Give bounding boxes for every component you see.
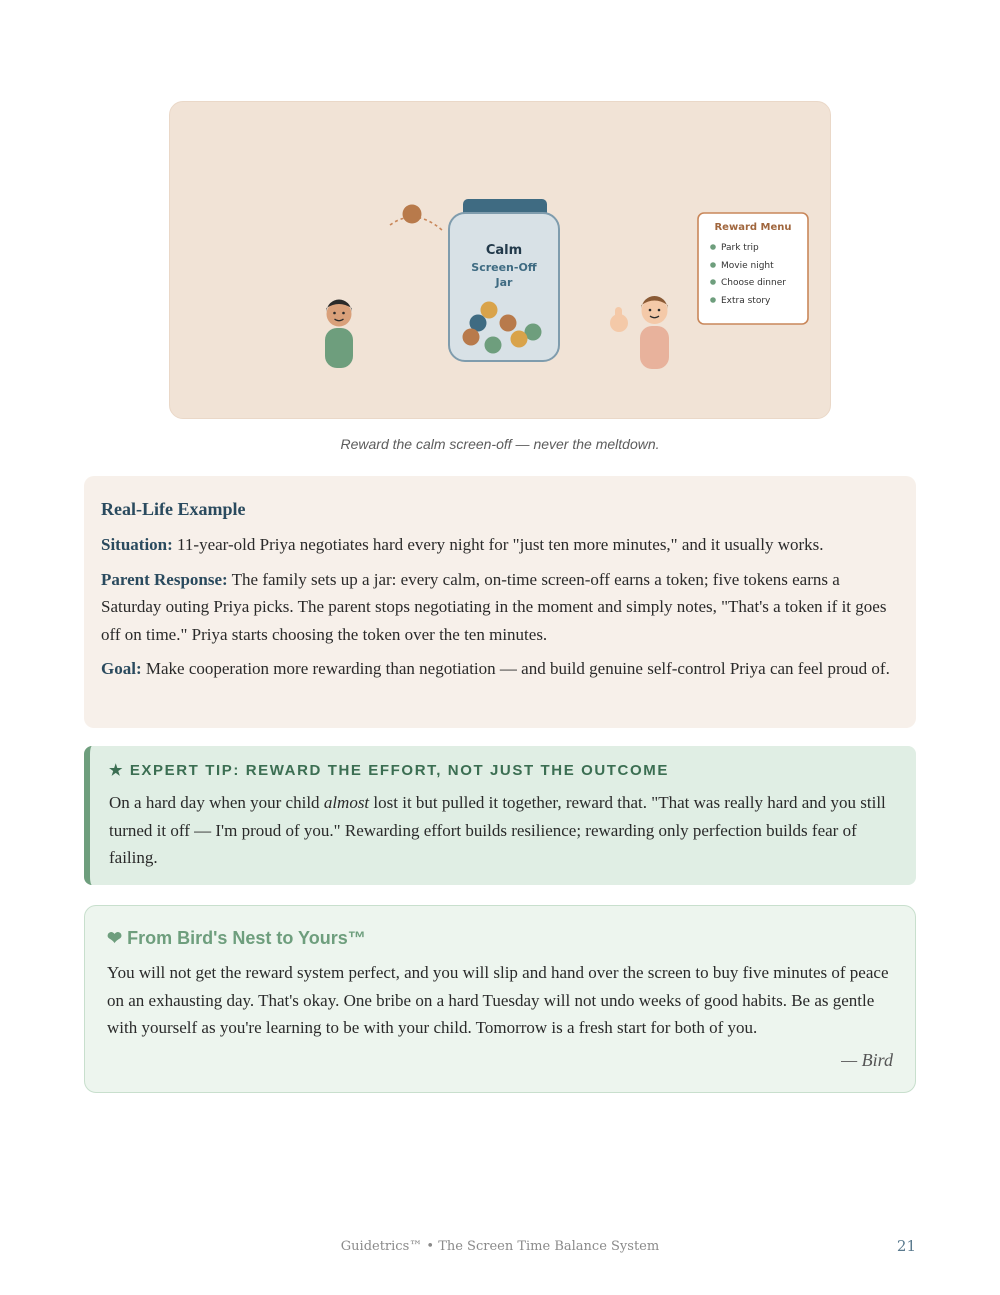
token bbox=[481, 302, 498, 319]
situation-label: Situation: bbox=[101, 535, 173, 554]
birds-nest-box bbox=[84, 905, 916, 1093]
reward-menu-item: Choose dinner bbox=[721, 278, 786, 288]
child-eye bbox=[342, 312, 345, 315]
reward-menu-item: Movie night bbox=[721, 261, 774, 271]
menu-bullet bbox=[710, 244, 716, 250]
goal-text: Make cooperation more rewarding than negotiation — and build genuine self-control Priya can feel proud of. bbox=[141, 659, 890, 678]
example-response bbox=[101, 566, 899, 649]
jar-label-line2: Screen-Off bbox=[471, 261, 537, 274]
example-heading: Real-Life Example bbox=[101, 499, 246, 519]
example-situation bbox=[101, 531, 899, 559]
parent-eye bbox=[658, 309, 661, 312]
birds-nest-text: You will not get the reward system perfect, and you will slip and hand over the screen to buy five minutes of peace on an exhausting day. That's okay. One bribe on a hard Tuesday will not undo weeks of good habits. Be as gentle with yourself as you're learning to be with your child. Tomorrow is a fresh start for both of you. bbox=[107, 963, 889, 1037]
tip-text-emphasis: almost bbox=[323, 793, 370, 812]
child-body bbox=[325, 328, 353, 368]
jar-label-line3: Jar bbox=[495, 276, 513, 289]
reward-jar-illustration bbox=[170, 102, 832, 420]
token bbox=[511, 331, 528, 348]
parent-eye bbox=[649, 309, 652, 312]
goal-label: Goal: bbox=[101, 659, 142, 678]
situation-text: 11-year-old Priya negotiates hard every night for "just ten more minutes," and it usually works. bbox=[172, 535, 824, 554]
page-number: 21 bbox=[896, 1237, 916, 1255]
response-text: The family sets up a jar: every calm, on-time screen-off earns a token; five tokens earns a Saturday outing Priya picks. The parent stops negotiating in the moment and simply notes, "That's a token if it goes off on time." Priya starts choosing the token over the ten minutes. bbox=[101, 569, 887, 644]
token bbox=[463, 329, 480, 346]
reward-menu-item: Extra story bbox=[721, 296, 771, 306]
reward-menu-title: Reward Menu bbox=[714, 222, 792, 233]
birds-nest-signature: — Bird bbox=[841, 1049, 893, 1070]
child-figure bbox=[325, 300, 353, 369]
reward-menu-item: Park trip bbox=[721, 243, 759, 253]
real-life-example-box bbox=[84, 476, 916, 728]
parent-body bbox=[640, 326, 669, 369]
menu-bullet bbox=[710, 279, 716, 285]
menu-bullet bbox=[710, 297, 716, 303]
illustration-panel bbox=[169, 101, 831, 419]
birds-nest-title: ❤ From Bird's Nest to Yours™ bbox=[107, 928, 366, 948]
token bbox=[500, 315, 517, 332]
expert-tip-title: ★ EXPERT TIP: REWARD THE EFFORT, NOT JUST THE OUTCOME bbox=[109, 762, 669, 779]
menu-bullet bbox=[710, 262, 716, 268]
page-footer: Guidetrics™ • The Screen Time Balance System bbox=[340, 1239, 660, 1254]
expert-tip-text bbox=[109, 789, 898, 872]
expert-tip-box bbox=[84, 746, 916, 885]
figure-caption: Reward the calm screen-off — never the meltdown. bbox=[340, 436, 660, 452]
tip-text-before: On a hard day when your child bbox=[109, 793, 324, 812]
flying-token bbox=[403, 205, 422, 224]
tip-text-after: lost it but pulled it together, reward that. "That was really hard and you still turned it off — I'm proud of you." Rewarding effort builds resilience; rewarding only perfection builds fear of failing. bbox=[109, 793, 886, 867]
response-label: Parent Response: bbox=[101, 569, 228, 589]
parent-figure bbox=[610, 296, 669, 369]
example-goal bbox=[101, 655, 899, 683]
thumbs-up-thumb bbox=[615, 307, 622, 319]
token bbox=[485, 337, 502, 354]
child-eye bbox=[333, 312, 336, 315]
jar-label-line1: Calm bbox=[485, 243, 523, 258]
